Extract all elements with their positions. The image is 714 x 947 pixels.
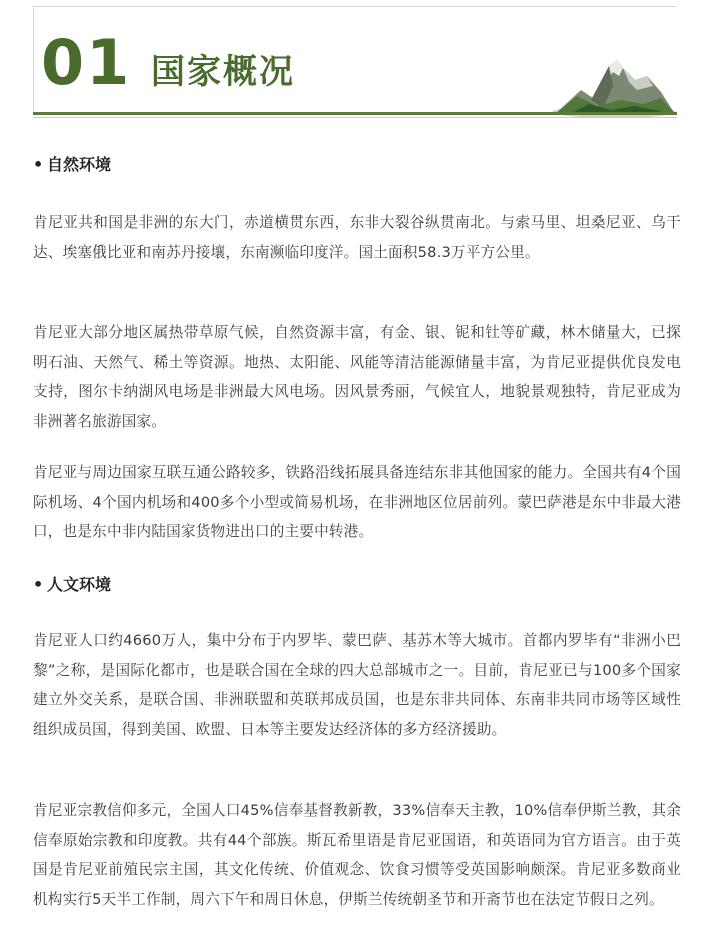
paragraph: 肯尼亚共和国是非洲的东大门，赤道横贯东西，东非大裂谷纵贯南北。与索马里、坦桑尼亚、乌干达、埃塞俄比亚和南苏丹接壤，东南濒临印度洋。国土面积58.3万平方公里。 [33, 214, 681, 261]
section-heading-nature [33, 154, 111, 176]
section-number: 01 [41, 26, 132, 99]
section-heading-culture [33, 574, 111, 596]
header-divider-thin [33, 117, 677, 118]
paragraph: 肯尼亚与周边国家互联互通公路较多，铁路沿线拓展具备连结东非其他国家的能力。全国共有4个国际机场、4个国内机场和400多个小型或简易机场，在非洲地区位居前列。蒙巴萨港是东中非最大港口，也是东中非内陆国家货物进出口的主要中转港。 [33, 464, 681, 540]
paragraph: 肯尼亚人口约4660万人，集中分布于内罗毕、蒙巴萨、基苏木等大城市。首都内罗毕有“非洲小巴黎”之称，是国际化都市，也是联合国在全球的四大总部城市之一。目前，肯尼亚已与100多个国家建立外交关系，是联合国、非洲联盟和英联邦成员国，也是东非共同体、东南非共同市场等区域性组织成员国，得到美国、欧盟、日本等主要发达经济体的多方经济援助。 [33, 632, 681, 738]
mountain-icon [551, 46, 677, 118]
header-divider [33, 112, 677, 115]
bullet: • [33, 575, 44, 594]
heading-text: 自然环境 [47, 155, 112, 174]
bullet: • [33, 155, 44, 174]
paragraph: 肯尼亚大部分地区属热带草原气候，自然资源丰富，有金、银、铌和钍等矿藏，林木储量大，已探明石油、天然气、稀土等资源。地热、太阳能、风能等清洁能源储量丰富，为肯尼亚提供优良发电支持，图尔卡纳湖风电场是非洲最大风电场。因风景秀丽，气候宜人，地貌景观独特，肯尼亚成为非洲著名旅游国家。 [33, 324, 681, 430]
header-left-border [33, 6, 34, 114]
header-top-border [33, 6, 677, 7]
section-title: 国家概况 [151, 52, 295, 92]
section-header [33, 6, 677, 118]
heading-text: 人文环境 [47, 575, 112, 594]
paragraph: 肯尼亚宗教信仰多元，全国人口45%信奉基督教新教，33%信奉天主教，10%信奉伊斯兰教，其余信奉原始宗教和印度教。共有44个部族。斯瓦希里语是肯尼亚国语，和英语同为官方语言。由于英国是肯尼亚前殖民宗主国，其文化传统、价值观念、饮食习惯等受英国影响颇深。肯尼亚多数商业机构实行5天半工作制，周六下午和周日休息，伊斯兰传统朝圣节和开斋节也在法定节假日之列。 [33, 802, 681, 908]
